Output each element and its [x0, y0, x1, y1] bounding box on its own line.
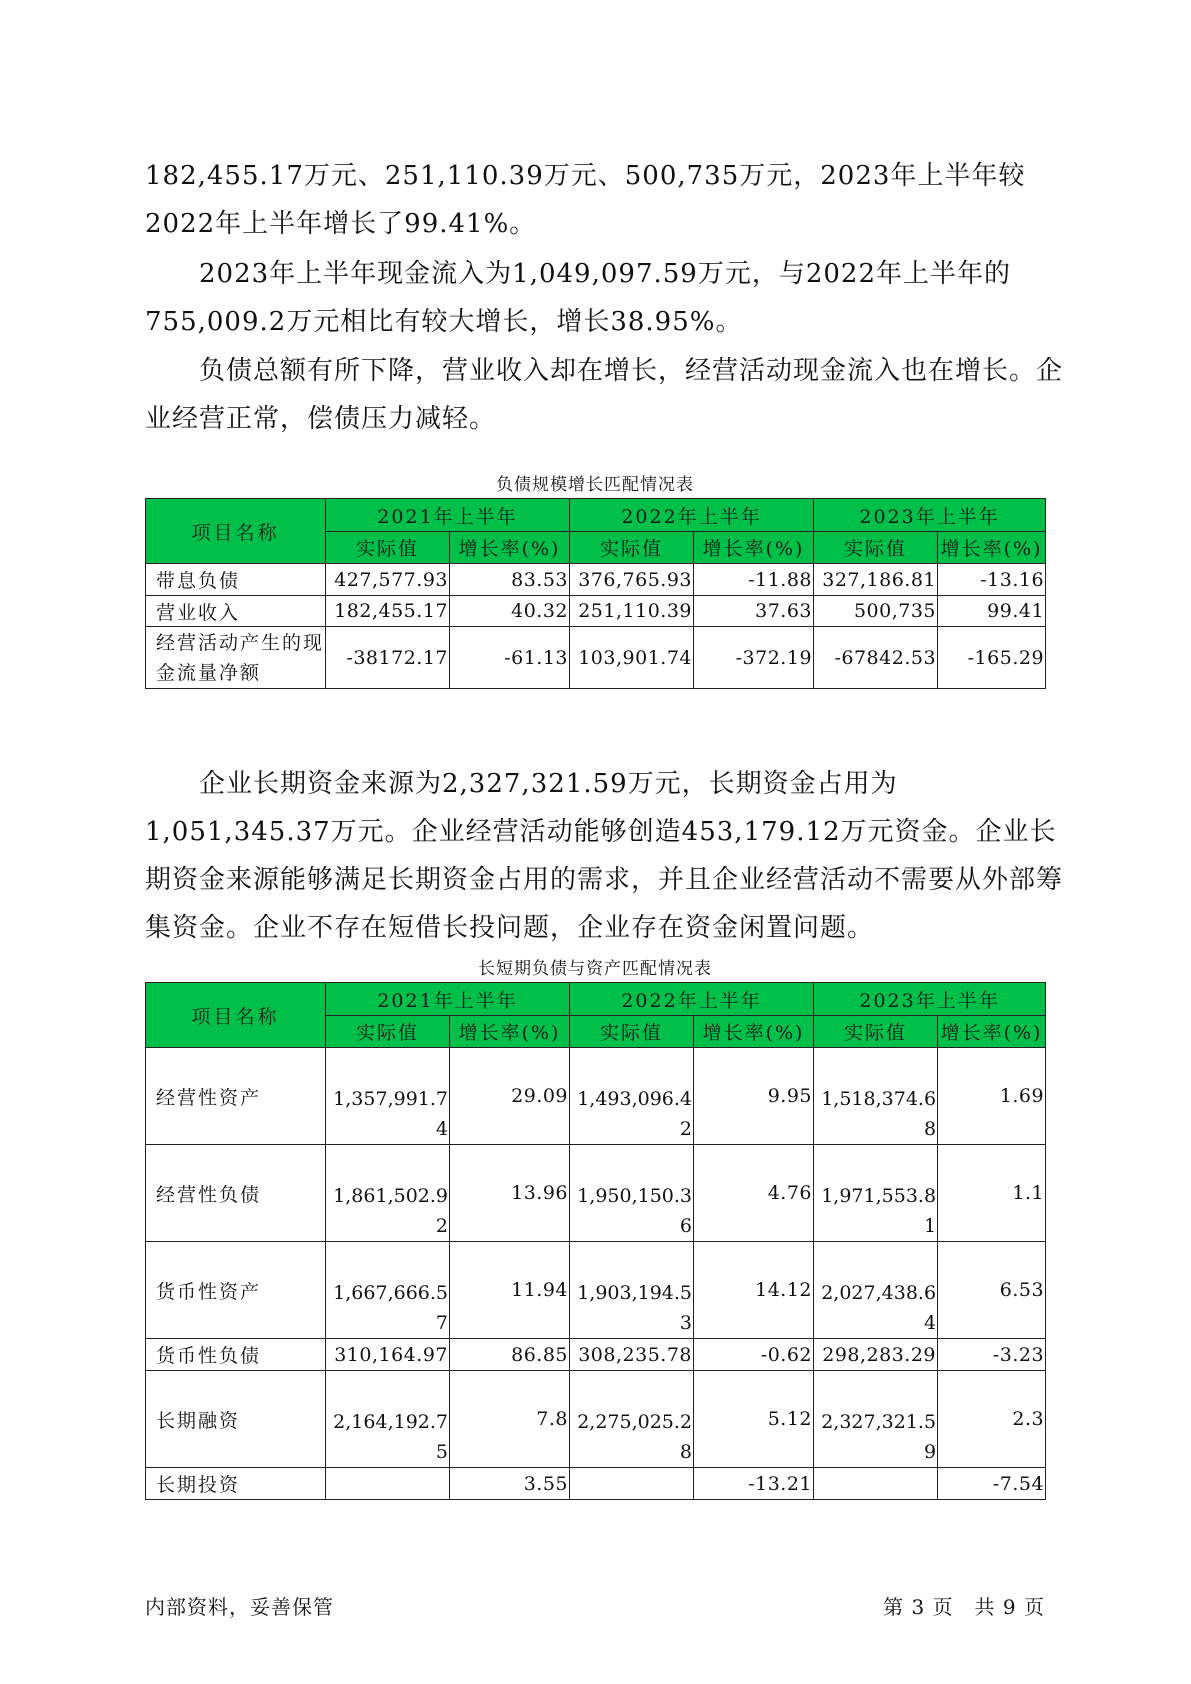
cell-value: 2.3	[938, 1371, 1046, 1468]
table1-header-item-name: 项目名称	[146, 499, 326, 564]
cell-value: 427,577.93	[326, 564, 450, 596]
table2-caption: 长短期负债与资产匹配情况表	[478, 959, 712, 979]
cell-value: 9.95	[694, 1048, 814, 1145]
cell-value: -67842.53	[814, 627, 938, 689]
cell-value: 40.32	[450, 596, 570, 627]
cell-value: -61.13	[450, 627, 570, 689]
table2-header-year: 2022年上半年	[570, 983, 814, 1016]
row-label: 经营活动产生的现金流量净额	[146, 627, 326, 689]
cell-value: 308,235.78	[570, 1339, 694, 1371]
row-label: 长期融资	[146, 1371, 326, 1468]
cell-value: 1,903,194.53	[570, 1242, 694, 1339]
cell-value: -13.21	[694, 1468, 814, 1500]
paragraph-long-term-funds	[145, 760, 1065, 952]
table2-header-year: 2023年上半年	[814, 983, 1046, 1016]
row-label: 经营性资产	[146, 1048, 326, 1145]
table1-header-actual: 实际值	[570, 532, 694, 564]
row-label: 经营性负债	[146, 1145, 326, 1242]
cell-value	[814, 1468, 938, 1500]
cell-value: 2,327,321.59	[814, 1371, 938, 1468]
cell-value	[570, 1468, 694, 1500]
cell-value: -3.23	[938, 1339, 1046, 1371]
cell-value: 4.76	[694, 1145, 814, 1242]
cell-value: -0.62	[694, 1339, 814, 1371]
table2-header-item-name: 项目名称	[146, 983, 326, 1048]
paragraph-debt-summary	[145, 347, 1065, 443]
table-row	[146, 1371, 1046, 1468]
table1-header-rate: 增长率(%)	[938, 532, 1046, 564]
table2-header-actual: 实际值	[814, 1016, 938, 1048]
cell-value: 13.96	[450, 1145, 570, 1242]
table1-caption: 负债规模增长匹配情况表	[496, 475, 694, 495]
table2-header-rate: 增长率(%)	[450, 1016, 570, 1048]
cell-value: -165.29	[938, 627, 1046, 689]
cell-value: 83.53	[450, 564, 570, 596]
cell-value: 376,765.93	[570, 564, 694, 596]
table1-header-actual: 实际值	[326, 532, 450, 564]
table-row	[146, 627, 1046, 689]
table2-header-year: 2021年上半年	[326, 983, 570, 1016]
cell-value: 310,164.97	[326, 1339, 450, 1371]
cell-value: 1,518,374.68	[814, 1048, 938, 1145]
cell-value: 37.63	[694, 596, 814, 627]
cell-value: -38172.17	[326, 627, 450, 689]
cell-value: 1.1	[938, 1145, 1046, 1242]
cell-value: 3.55	[450, 1468, 570, 1500]
table2-header-actual: 实际值	[570, 1016, 694, 1048]
cell-value: 327,186.81	[814, 564, 938, 596]
debt-scale-table	[145, 498, 1046, 689]
footer-page-number: 第 3 页 共 9 页	[883, 1595, 1045, 1619]
asset-liability-table	[145, 982, 1046, 1500]
cell-value: 2,275,025.28	[570, 1371, 694, 1468]
table2-header-rate: 增长率(%)	[694, 1016, 814, 1048]
table-row	[146, 1048, 1046, 1145]
row-label: 货币性资产	[146, 1242, 326, 1339]
table1-header-rate: 增长率(%)	[694, 532, 814, 564]
cell-value: -11.88	[694, 564, 814, 596]
table1-header-actual: 实际值	[814, 532, 938, 564]
table2-header-rate: 增长率(%)	[938, 1016, 1046, 1048]
cell-value: 11.94	[450, 1242, 570, 1339]
cell-value: 500,735	[814, 596, 938, 627]
paragraph-cash-inflow-text: 2023年上半年现金流入为1,049,097.59万元，与2022年上半年的755,009.2万元相比有较大增长，增长38.95%。	[145, 259, 1012, 337]
paragraph-long-term-funds-text: 企业长期资金来源为2,327,321.59万元，长期资金占用为1,051,345.37万元。企业经营活动能够创造453,179.12万元资金。企业长期资金来源能够满足长期资金占用的需求，并且企业经营活动不需要从外部筹集资金。企业不存在短借长投问题，企业存在资金闲置问题。	[145, 769, 1064, 943]
paragraph-revenue-growth: 182,455.17万元、251,110.39万元、500,735万元，2023年上半年较2022年上半年增长了99.41%。	[145, 161, 1026, 239]
cell-value: 86.85	[450, 1339, 570, 1371]
cell-value: -13.16	[938, 564, 1046, 596]
cell-value: 6.53	[938, 1242, 1046, 1339]
cell-value: 29.09	[450, 1048, 570, 1145]
cell-value: 1,950,150.36	[570, 1145, 694, 1242]
cell-value: 2,164,192.75	[326, 1371, 450, 1468]
table-row	[146, 1339, 1046, 1371]
cell-value: 298,283.29	[814, 1339, 938, 1371]
cell-value: 7.8	[450, 1371, 570, 1468]
table-row	[146, 1242, 1046, 1339]
paragraph-debt-summary-text: 负债总额有所下降，营业收入却在增长，经营活动现金流入也在增长。企业经营正常，偿债压力减轻。	[145, 356, 1064, 434]
table-row	[146, 1145, 1046, 1242]
cell-value: 1,667,666.57	[326, 1242, 450, 1339]
table2-header-actual: 实际值	[326, 1016, 450, 1048]
cell-value: 14.12	[694, 1242, 814, 1339]
cell-value	[326, 1468, 450, 1500]
table-row	[146, 596, 1046, 627]
row-label: 营业收入	[146, 596, 326, 627]
table1-header-year: 2022年上半年	[570, 499, 814, 532]
table-row	[146, 1468, 1046, 1500]
table1-header-row-1	[146, 499, 1046, 532]
table1-header-year: 2023年上半年	[814, 499, 1046, 532]
cell-value: 1,493,096.42	[570, 1048, 694, 1145]
cell-value: 1.69	[938, 1048, 1046, 1145]
cell-value: 1,357,991.74	[326, 1048, 450, 1145]
cell-value: 99.41	[938, 596, 1046, 627]
cell-value: 251,110.39	[570, 596, 694, 627]
row-label: 货币性负债	[146, 1339, 326, 1371]
cell-value: 103,901.74	[570, 627, 694, 689]
cell-value: 1,971,553.81	[814, 1145, 938, 1242]
paragraph-cash-inflow	[145, 250, 1065, 346]
cell-value: 182,455.17	[326, 596, 450, 627]
table1-header-rate: 增长率(%)	[450, 532, 570, 564]
cell-value: -372.19	[694, 627, 814, 689]
row-label: 长期投资	[146, 1468, 326, 1500]
table1-header-year: 2021年上半年	[326, 499, 570, 532]
cell-value: 5.12	[694, 1371, 814, 1468]
cell-value: -7.54	[938, 1468, 1046, 1500]
cell-value: 2,027,438.64	[814, 1242, 938, 1339]
footer-confidential-note: 内部资料，妥善保管	[145, 1595, 334, 1619]
row-label: 带息负债	[146, 564, 326, 596]
table2-header-row-1	[146, 983, 1046, 1016]
table-row	[146, 564, 1046, 596]
cell-value: 1,861,502.92	[326, 1145, 450, 1242]
